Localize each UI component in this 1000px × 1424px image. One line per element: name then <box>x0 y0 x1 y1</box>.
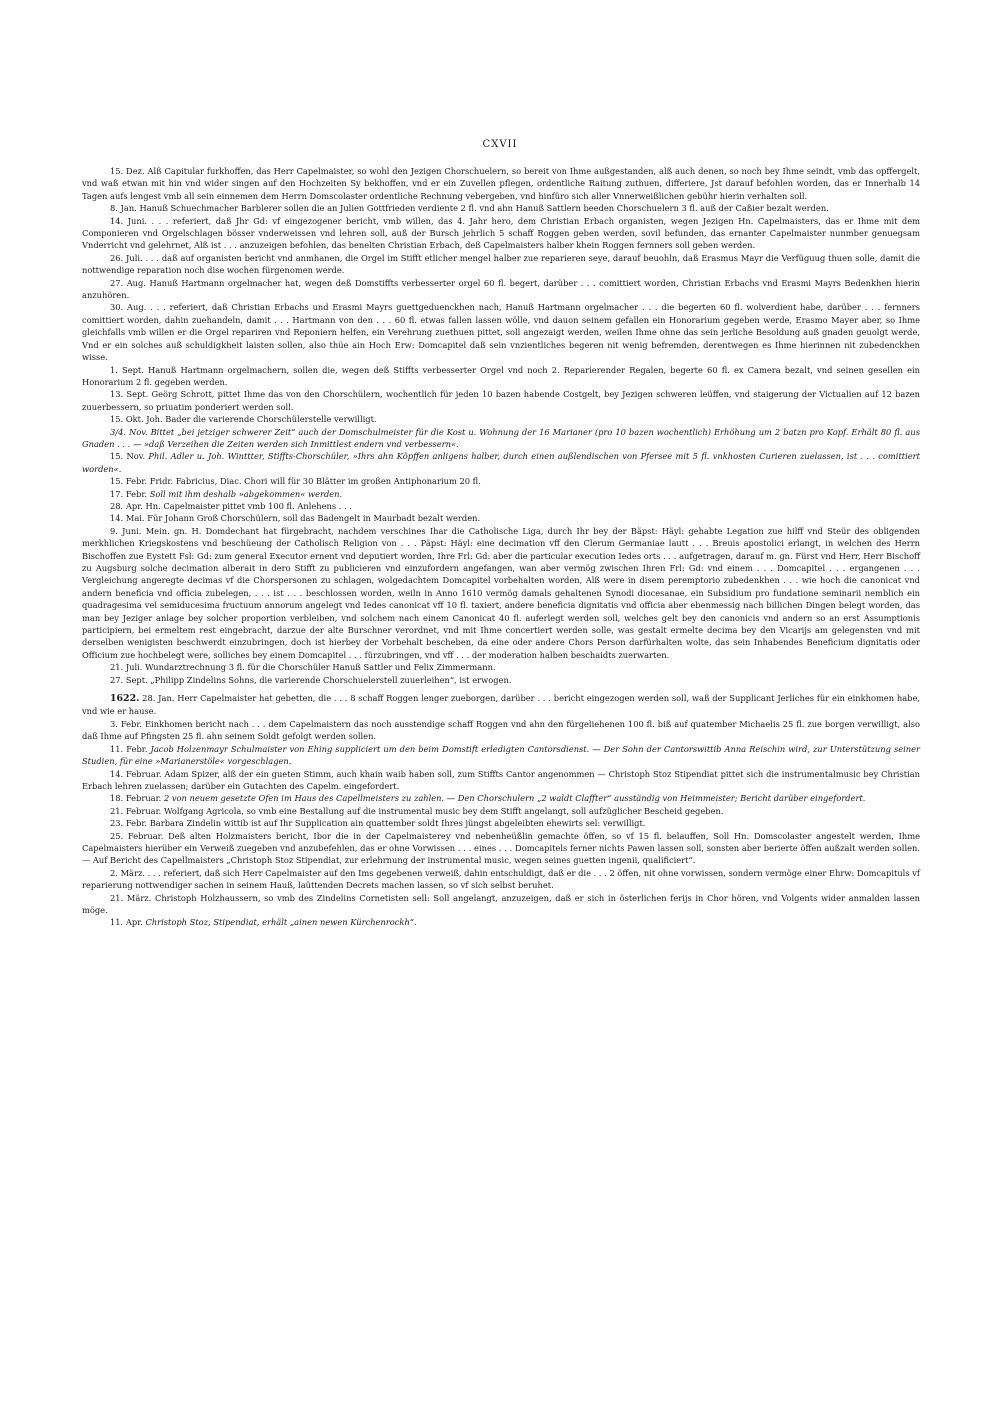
entry-1622-02-11 <box>82 743 920 768</box>
entry-1616-10-15 <box>82 413 920 425</box>
page-number: CXVII <box>482 139 518 150</box>
entry-date: 15. Nov. <box>110 451 146 462</box>
entry-1622-03-02 <box>82 867 920 892</box>
entry-1622-02-21 <box>82 805 920 817</box>
entry-1622-02-14 <box>82 768 920 793</box>
entry-text: Joh. Bader die varierende Chorschülerstelle verwilligt. <box>146 414 377 425</box>
entry-date: 15. Okt. <box>110 414 144 425</box>
entry-text: Christoph Holzhaussern, so vmb des Zindelins Cornetisten sell: Soll angelangt, anzuzeigen, daß er sich in österlichen ferijs in Chor hören, vnd Volgents wider anmalden lassen möge. <box>82 892 921 915</box>
entry-date: 15. Dez. <box>110 166 145 176</box>
entry-date: 23. Febr. <box>110 818 148 829</box>
entry-date: 3. Febr. <box>110 718 143 729</box>
entry-1622-02-18 <box>82 792 920 804</box>
entry-date: 25. Februar. <box>110 830 164 841</box>
entry-date: 11. Febr. <box>110 743 148 754</box>
entry-feb-17 <box>82 488 920 500</box>
entry-text: Für Johann Groß Chorschülern, soll das Badengelt in Maurbadt bezalt werden. <box>147 513 481 524</box>
entry-juni-9 <box>82 525 920 661</box>
entry-date: 3/4. Nov. <box>110 426 148 437</box>
entry-text: Hanuß Schuechmacher Barblerer sollen die an Julien Gottfrieden verdiente 2 fl. vnd ahn Hanuß Sattlern beeden Chorschuelern 3 fl. auß der Caßier bezalt werden. <box>139 203 829 214</box>
entry-1615-12-15 <box>82 165 920 202</box>
entry-date: 28. Jan. <box>142 693 175 704</box>
entry-date: 2. März. <box>110 867 145 878</box>
entry-date: 14. Februar. <box>110 768 162 779</box>
entry-text: . . . referiert, daß sich Herr Capelmaister auf den Ims gegebenen verweiß, dahin entschuldigt, daß er die . . . 2 öffen, nit ohne vorwissen, sondern vermöge einer Ehrw: Domcapituls vf reparierung nottwendiger sachen in seinem Hauß, laüttenden Decrets machen lassen, so vf sich selbst beruhet. <box>82 867 920 891</box>
entry-text: Wolfgang Agricola, so vmb eine Bestallung auf die instrumental music bey dem Stifft angelangt, soll aufzüglicher Bescheid gegeben. <box>163 805 724 816</box>
entry-date: 26. Juli. <box>110 252 143 263</box>
entry-date: 27. Sept. <box>110 674 148 685</box>
entry-text: Soll mit ihm deshalb »abgekommen« werden. <box>149 488 343 499</box>
entry-date: 28. Apr. <box>110 500 143 511</box>
entry-nov-3-4 <box>82 426 920 451</box>
entry-1622-04-11 <box>82 916 920 928</box>
entry-1622-01-28 <box>82 692 920 718</box>
entry-date: 8. Jan. <box>110 203 137 214</box>
entry-date: 13. Sept. <box>110 389 149 400</box>
entry-1622-03-21 <box>82 892 920 917</box>
entry-text: Hanuß Hartmann orgelmacher hat, wegen deß Domstiffts verbesserter orgel 60 fl. begert, darüber . . . comittiert worden, Christian Erbachs vnd Erasmi Mayrs Bedenkhen hierin anzuhören. <box>82 277 920 301</box>
entry-text: Wundarztrechnung 3 fl. für die Chorschüler Hanuß Sattler und Felix Zimmermann. <box>145 662 496 673</box>
entry-text: Deß alten Holzmaisters bericht, Ibor die in der Capelmaisterey vnd nebenheüßlin gemachte öffen, so vf 15 fl. belauffen, Soll Hn. Domscolaster angestelt werden, Ihme Capelmaisters hierüber ein Verweiß zuegeben vnd anzubefehlen, das er ohne Vorwissen . . . eines . . . Domcapitels ferner nichts Pawen lassen soll, sonsten aber berierte öffen außzalt werden sollen. — Auf Bericht des Capellmaisters „Christoph Stoz Stipendiat, zur erlehrnung der instrumental music, wegen seines guetten ingenii, qualificiert“. <box>82 830 920 866</box>
entry-1622-02-03 <box>82 718 920 743</box>
entry-text: . . . referiert, daß Christian Erbachs und Erasmi Mayrs guettgeduenckhen nach, Hanuß Hartmann orgelmacher . . . die begerten 60 fl. wolverdient habe, darüber . . . fernners comittiert worden, dahin zuehandeln, damit . . . Hartmann von den . . . 60 fl. etwas fallen lassen wölle, vnd dauon seinem gefallen ein Honorarium gegeben werde, Erasmo Mayer aber, so Ihme gleichfalls vmb willen er die Orgel repariren vnd Reponiern helfen, ein Verehrung zuethuen pittet, soll angezaigt werden, weilen Ihme ohne das sein jerliche Besoldung auß gnaden geuolgt werde, Vnd er ein solches auß schuldigkheit laisten sollen, also thüe ain Hoch Erw: Domcapitel daß sein vnzientliches begeren nit wenig befremden, derentwegen es Ihme hierinnen nit zubedenckhen wisse. <box>82 302 920 363</box>
entry-text: Christoph Stoz, Stipendiat, erhält „ainen newen Kürchenrockh“. <box>145 917 417 928</box>
entry-date: 17. Febr. <box>110 488 148 499</box>
entry-mai-14 <box>82 512 920 524</box>
entry-1616-08-30 <box>82 301 920 363</box>
entry-date: 14. Mai. <box>110 513 145 524</box>
entry-1622-02-25 <box>82 830 920 867</box>
entry-text: Barbara Zindelin wittib ist auf Ihr Supplication ain quattember soldt Ihres jüngst abgeleibten ehewirts sel: verwilligt. <box>149 818 646 829</box>
entry-date: 21. Februar. <box>110 805 162 816</box>
entry-text: . . . daß auf organisten bericht vnd anmhanen, die Orgel im Stifft etlicher mengel halber zue reparieren seye, darauf beuohln, daß Erasmus Mayr die Verfüguug thuen solle, damit die nottwendige reparation noch dise wochen fürgenomen werde. <box>82 252 920 276</box>
entry-date: 15. Febr. <box>110 476 148 487</box>
entry-text: Phil. Adler u. Joh. Winttter, Stiffts-Chorschüler, »Ihrs ahn Köpffen anligens halber, durch einen außlendischen von Pfersee mit 5 fl. vnkhosten Curieren zuelassen, ist . . . comittiert worden«. <box>82 451 920 474</box>
entry-text: Adam Spizer, alß der ein gueten Stimm, auch khain waib haben soll, zum Stiffts Cantor angenommen — Christoph Stoz Stipendiat pittet sich die instrumentalmusic bey Christian Erbach lehren zuelassen; darüber ein Gutachten des Capelm. eingefordert. <box>82 768 920 791</box>
entry-date: 14. Juni. <box>110 215 147 226</box>
entry-feb-15 <box>82 475 920 487</box>
entry-text: . . . referiert, daß Jhr Gd: vf eingezogener bericht, vmb willen, das 4. Jahr hero, dem Christian Erbach organisten, wegen Jezigen Hn. Capelmaisters, das er Ihme mit dem Componieren vnd Orgelschlagen bösser vnderweissen vnd lehren soll, auß der Bursch jehrlich 5 schaff Roggen geben werden, sovil befunden, das ernanter Capelmaister nunmber genuegsam Vnderricht vnd gelehrnet, Alß ist . . . anzuzeigen befohlen, das benelten Christian Erbach, deß Capelmaisters halber khein Roggen fernners soll geben werden. <box>82 215 921 251</box>
entry-date: 9. Juni. <box>110 525 142 536</box>
entry-text: Einkhomen bericht nach . . . dem Capelmaistern das noch ausstendige schaff Roggen vnd ahn den fürgeliehenen 100 fl. biß auf quatember Michaelis 25 fl. zue borgen verwilligt, also daß Ihme auf Pfingsten 25 fl. ahn seinem Soldt gefolgt werden sollen. <box>82 718 920 742</box>
entry-date: 30. Aug. <box>110 302 147 313</box>
entry-1616-06-14 <box>82 215 920 252</box>
entry-date: 1. Sept. <box>110 364 144 375</box>
entry-sept-27 <box>82 674 920 686</box>
entry-text: Alß Capitular furkhoffen, das Herr Capelmaister, so wohl den Jezigen Chorschuelern, so bereit von Ihme außgestanden, alß auch denen, so noch bey Ihme seindt, vmb das opffergelt, vnd waß etwan mit hin vnd wider singen auf den Hochzeiten Sy bekhoffen, vnd er ein Zuvellen pflegen, ordentliche Raitung zuthuen, differiere, Jst darauf befohlen worden, das er Innerhalb 14 Tagen aufs lengest vmb all sein einnemen dem Herrn Domscolaster ordentliche Rechnung vebergeben, vnd hinfüro sich aller Vnnerweißlichen gebühr hierin verhalten soll. <box>82 166 921 201</box>
entry-date: 27. Aug. <box>110 277 146 288</box>
entry-1616-08-27 <box>82 277 920 302</box>
entry-date: 18. Februar. <box>110 793 162 804</box>
entry-date: 21. März. <box>110 892 152 903</box>
entry-date: 11. Apr. <box>110 917 143 928</box>
entry-text: Geörg Schrott, pittet Ihme das von den Chorschülern, wochentlich für jeden 10 bazen habende Costgelt, bey Jezigen schweren leüffen, vnd staigerung der Victualien auf 12 bazen zuuerbessern, so priuatim ponderiert werden soll. <box>82 389 920 412</box>
entry-juli-21 <box>82 661 920 673</box>
entry-1616-09-13 <box>82 388 920 413</box>
entry-text: Jacob Holzenmayr Schulmaister von Ehing suppliciert um den beim Domstift erledigten Cantorsdienst. — Der Sohn der Cantorswittib Anna Reischin wird, zur Unterstützung seiner Studien, für eine »Marianerstöle« vorgeschlagen. <box>82 743 921 767</box>
entry-nov-15 <box>82 450 920 475</box>
entry-text: Hanuß Hartmann orgelmachern, sollen die, wegen deß Stiffts verbesserter Orgel vnd noch 2. Reparierender Regalen, begerte 60 fl. ex Camera bezalt, vnd seinen gesellen ein Honorarium 2 fl. gegeben werden. <box>82 364 920 387</box>
year-marker: 1622. <box>110 693 140 705</box>
entry-1616-09-01 <box>82 364 920 389</box>
entry-text: Herr Capelmaister hat gebetten, die . . . 8 schaff Roggen lenger zueborgen, darüber . . . bericht eingezogen werden soll, waß der Supplicant Jerliches für ein einkhomen habe, vnd wie er hause. <box>82 693 921 717</box>
entry-text: Hn. Capelmaister pittet vmb 100 fl. Anlehens . . . <box>145 500 352 511</box>
entry-text: 2 von neuem gesetzte Ofen im Haus des Capellmeisters zu zahlen. — Den Chorschulern „2 waldt Claffter“ ausständig von Heimmeister; Bericht darüber eingefordert. <box>163 793 866 804</box>
entry-text: Fridr. Fabricius, Diac. Chori will für 30 Blätter im großen Antiphonarium 20 fl. <box>149 476 481 487</box>
entry-1622-02-23 <box>82 817 920 829</box>
entry-text: „Philipp Zindelins Sohns, die varierende Chorschuelerstell zuuerleihen“, ist erwogen. <box>150 674 512 685</box>
entry-date: 21. Juli. <box>110 662 143 673</box>
entry-apr-28 <box>82 500 920 512</box>
entry-text: Bittet „bei jetziger schwerer Zeit“ auch der Domschulmeister für die Kost u. Wohnung der 16 Marianer (pro 10 bazen wochentlich) Erhöhung um 2 batzn pro Kopf. Erhält 80 fl. aus Gnaden . . . — »daß Verzeihen die Zeiten werden sich Inmittlest endern vnd verbessern«. <box>82 426 920 449</box>
entry-1616-07-26 <box>82 252 920 277</box>
document-body <box>82 165 920 929</box>
entry-1616-01-08 <box>82 202 920 214</box>
entry-text: Mein. gn. H. Domdechant hat fürgebracht, nachdem verschines Ihar die Catholische Liga, durch Ihr bey der Bäpst: Häyl: gehabte Legation zue hilff vnd Steür des obligenden merkhlichen Kriegskostens vnd beschüeung der Catholisch Religion von . . . Päpst: Häyl: eine decimation vff den Clerum Germaniae lautt . . . Breuis apostolici erlangt, in welchen des Herrn Bischoffen zue Eystett Fsl: Gd: zum general Executor ernent vnd deputiert worden, Ihre Frl: Gd: aber die particular execution Iedes orts . . . aufgetragen, darauf m. gn. Fürst vnd Herr, Herr Bischoff zu Augsburg solche decimation alberait in dero Stifft zu publicieren vnd einzufordern angefangen, wan aber vermög zwischen Ihren Frl: Gd: vnd einem . . . Domcapitel . . . ergangenen . . . Vergleichung angeregte decimas vf die Chorspersonen zu schlagen, wolgedachtem Domcapitel vorbehalten worden, Alß were in disem peremptorio zubedenkhen . . . wie hoch die canonicat vnd andern beneficia vnd officia zubelegen, . . . ist . . . beschlossen worden, weiln in Anno 1610 vermög damals gehaltenen Synodi diocesanae, ein Subsidium pro fundatione seminarii nemblich ein quadragesima vel semiducesima fructuum annorum angelegt vnd Iedes canonicat vff 10 fl. taxiert, andere beneficia dignitatis vnd officia aber ebenmessig nach billichen Dingen belegt worden, das man bey Jeziger anlage bey solcher proportion verbleiben, vnd solchem nach einem Canonicat 40 fl. auferlegt werden soll, welches gelt bey den canonicis vnd andern so an erst Assumptionis participiern, bei ermeltem rest eingebracht, darzue der alte Burschner verordnet, vnd mit Ihme concertiert werden solle, was gestalt ermelte decima bey den Vicarijs am gelegensten vnd mit derselben wenigisten beschwerdt einzubringen, doch ist hierbey der Vorbehalt bescheben, da eine oder andere Chors Person darfürhalten wolte, das sein Inhabendes Beneficium dignitatis oder Officium zue hochbelegt were, solliches bey einem Domcapitel . . . fürzubringen, vnd vff . . . der moderation halben beschaidts zuerwarten. <box>82 525 921 660</box>
